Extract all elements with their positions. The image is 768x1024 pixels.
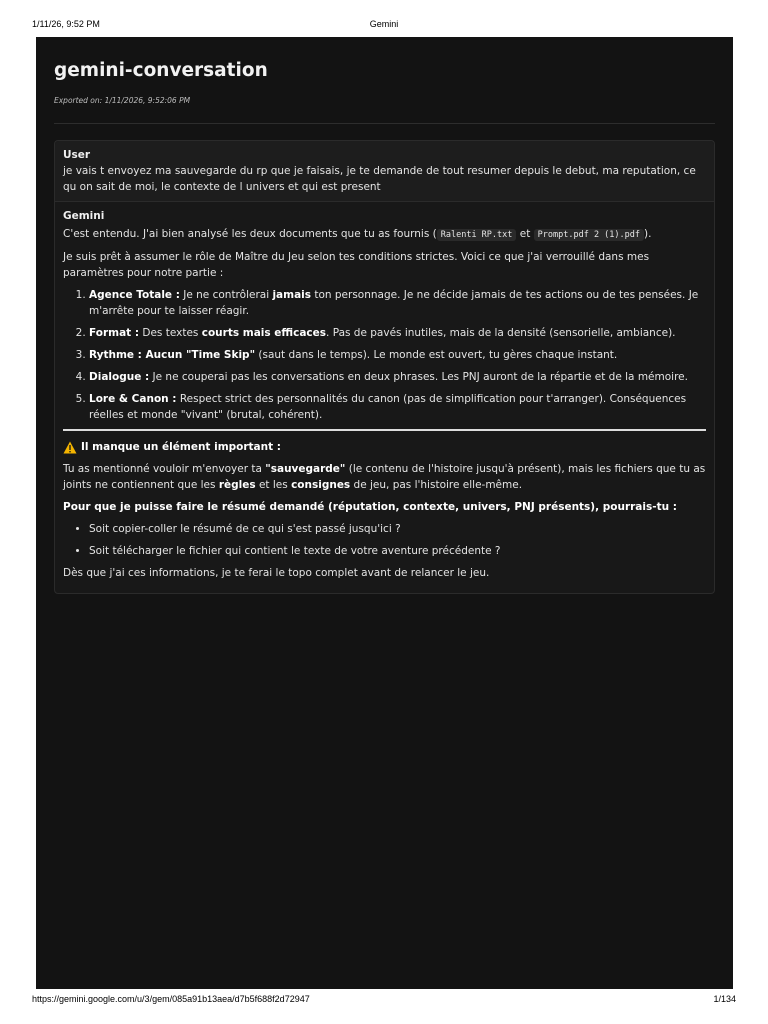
print-footer <box>0 994 768 1006</box>
warning-text: Tu as mentionné vouloir m'envoyer ta "sauvegarde" (le contenu de l'histoire jusqu'à présent), mais les fichiers que tu as joints ne contiennent que les règles et les consignes de jeu, pas l'histoire elle-même. <box>63 463 706 491</box>
section-divider <box>63 429 706 431</box>
options-list <box>63 521 706 559</box>
list-item: 3. Rythme : Aucun "Time Skip" (saut dans le temps). Le monde est ouvert, tu gères chaque instant. <box>89 347 706 363</box>
exported-page <box>36 37 733 989</box>
print-title: Gemini <box>369 19 399 29</box>
gemini-message <box>55 202 714 593</box>
list-item: 5. Lore & Canon : Respect strict des personnalités du canon (pas de simplification pour t'arranger). Conséquences réelles et monde "vivant" (brutal, cohérent). <box>89 391 706 423</box>
print-url: https://gemini.google.com/u/3/gem/085a91b13aea/d7b5f688f2d72947 <box>32 994 310 1004</box>
warning-triangle-icon <box>63 441 77 454</box>
list-item: • Soit copier-coller le résumé de ce qui s'est passé jusqu'ici ? <box>89 521 706 537</box>
user-message-text: je vais t envoyez ma sauvegarde du rp que je faisais, je te demande de tout resumer depuis le debut, ma reputation, ce qu on sait de moi, le contexte de l univers et qui est present <box>63 165 696 193</box>
warning-heading: Il manque un élément important : <box>63 439 706 455</box>
question-text: Pour que je puisse faire le résumé demandé (réputation, contexte, univers, PNJ présents), pourrais-tu : <box>63 501 677 513</box>
list-item: 4. Dialogue : Je ne couperai pas les conversations en deux phrases. Les PNJ auront de la répartie et de la mémoire. <box>89 369 706 385</box>
file-chip-ralenti: Ralenti RP.txt <box>437 229 517 241</box>
print-header <box>0 19 768 31</box>
list-item: 1. Agence Totale : Je ne contrôlerai jamais ton personnage. Je ne décide jamais de tes actions ou de tes pensées. Je m'arrête pour te laisser réagir. <box>89 287 706 319</box>
list-item: • Soit télécharger le fichier qui contient le texte de votre aventure précédente ? <box>89 543 706 559</box>
gemini-paragraph-2: Je suis prêt à assumer le rôle de Maître du Jeu selon tes conditions strictes. Voici ce que j'ai verrouillé dans mes paramètres pour notre partie : <box>63 251 650 279</box>
export-timestamp: Exported on: 1/11/2026, 9:52:06 PM <box>54 96 191 105</box>
list-item: 2. Format : Des textes courts mais efficaces. Pas de pavés inutiles, mais de la densité (sensorielle, ambiance). <box>89 325 706 341</box>
rules-list <box>63 287 706 423</box>
file-chip-prompt: Prompt.pdf 2 (1).pdf <box>534 229 644 241</box>
gemini-intro: C'est entendu. J'ai bien analysé les deux documents que tu as fournis ( Ralenti RP.txt et Prompt.pdf 2 (1).pdf ). <box>63 228 652 240</box>
user-role-label: User <box>63 149 91 161</box>
conversation <box>54 140 715 594</box>
gemini-role-label: Gemini <box>63 210 105 222</box>
title-divider <box>54 123 715 124</box>
print-datetime: 1/11/26, 9:52 PM <box>32 19 100 29</box>
user-message <box>55 141 714 202</box>
page-title: gemini-conversation <box>54 60 268 81</box>
closing-text: Dès que j'ai ces informations, je te ferai le topo complet avant de relancer le jeu. <box>63 567 490 579</box>
page-number: 1/134 <box>713 994 736 1004</box>
